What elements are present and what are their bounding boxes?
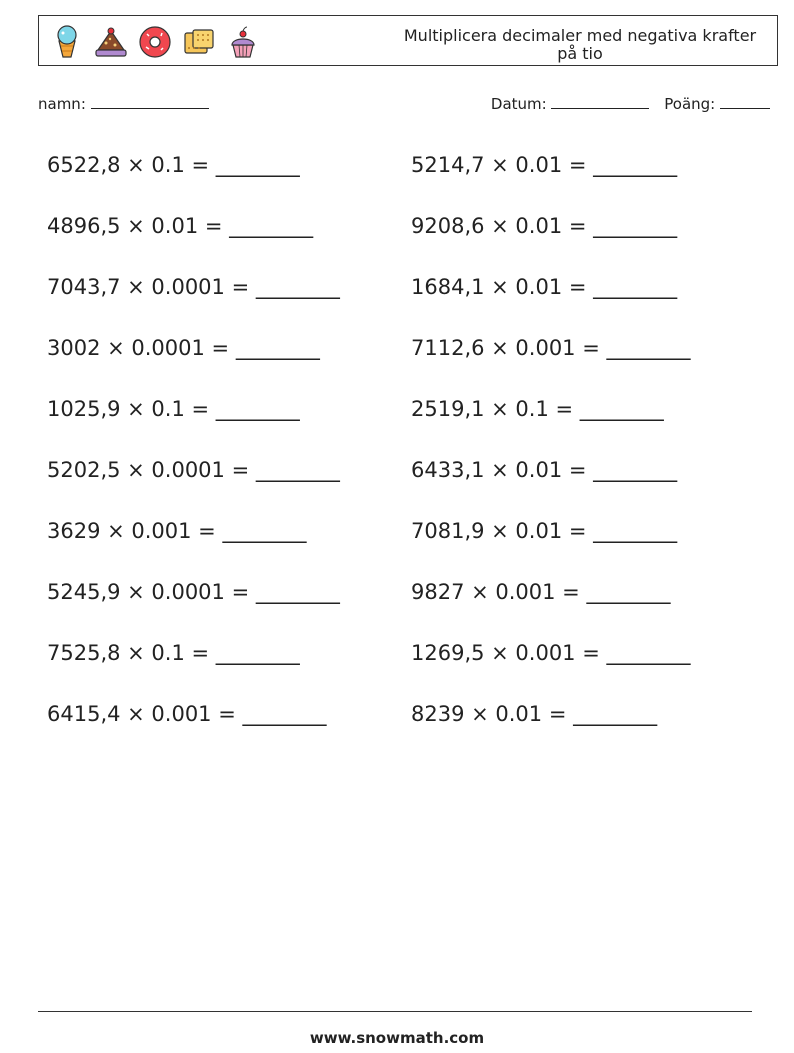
footer-url[interactable]: www.snowmath.com (309, 1029, 485, 1047)
footer-divider (38, 1011, 752, 1012)
problem-left-3: 7043,7 × 0.0001 = ________ (47, 275, 340, 299)
problem-right-4: 7112,6 × 0.001 = ________ (411, 336, 691, 360)
problem-left-5: 1025,9 × 0.1 = ________ (47, 397, 300, 421)
name-label: namn: (38, 95, 86, 113)
problem-right-10: 8239 × 0.01 = ________ (411, 702, 658, 726)
problem-left-9: 7525,8 × 0.1 = ________ (47, 641, 300, 665)
problem-right-2: 9208,6 × 0.01 = ________ (411, 214, 678, 238)
problem-right-9: 1269,5 × 0.001 = ________ (411, 641, 691, 665)
worksheet-title: Multiplicera decimaler med negativa krafter på tio (403, 26, 757, 63)
problem-right-1: 5214,7 × 0.01 = ________ (411, 153, 678, 177)
problem-left-2: 4896,5 × 0.01 = ________ (47, 214, 314, 238)
problem-left-1: 6522,8 × 0.1 = ________ (47, 153, 300, 177)
problem-right-7: 7081,9 × 0.01 = ________ (411, 519, 678, 543)
problem-right-8: 9827 × 0.001 = ________ (411, 580, 671, 604)
score-label: Poäng: (664, 95, 716, 113)
date-label: Datum: (490, 95, 547, 113)
problem-right-3: 1684,1 × 0.01 = ________ (411, 275, 678, 299)
problem-left-10: 6415,4 × 0.001 = ________ (47, 702, 327, 726)
problem-right-5: 2519,1 × 0.1 = ________ (411, 397, 664, 421)
problem-right-6: 6433,1 × 0.01 = ________ (411, 458, 678, 482)
problem-left-6: 5202,5 × 0.0001 = ________ (47, 458, 340, 482)
problem-left-8: 5245,9 × 0.0001 = ________ (47, 580, 340, 604)
problem-left-4: 3002 × 0.0001 = ________ (47, 336, 320, 360)
problem-left-7: 3629 × 0.001 = ________ (47, 519, 307, 543)
